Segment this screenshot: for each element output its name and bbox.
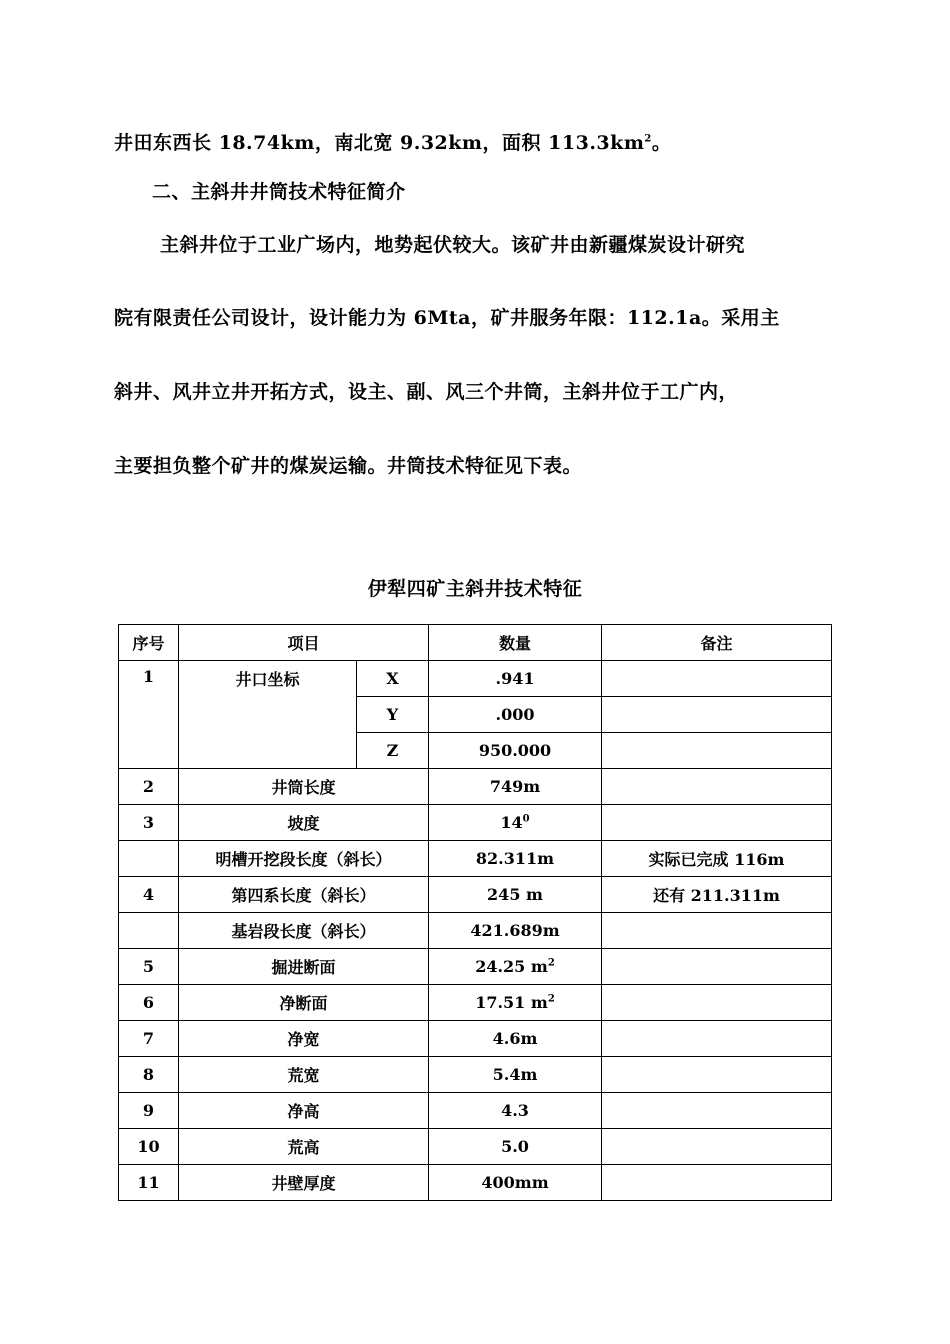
cell-qty: [429, 949, 602, 985]
cell-note: [602, 913, 832, 949]
header-item: 项目: [179, 625, 429, 661]
paragraph-line-3: 斜井、风井立井开拓方式，设主、副、风三个井筒，主斜井位于工广内，: [114, 381, 739, 403]
cell-qty: 4.3: [429, 1093, 602, 1129]
paragraph-line-2: 院有限责任公司设计，设计能力为 6Mta，矿井服务年限：112.1a。采用主: [114, 307, 780, 329]
cell-qty: 4.6m: [429, 1021, 602, 1057]
cell-item: 掘进断面: [179, 949, 429, 985]
cell-qty: [429, 805, 602, 841]
table-row: [119, 1129, 832, 1165]
cell-item: 荒宽: [179, 1057, 429, 1093]
cell-item: 井口坐标: [179, 661, 357, 769]
qty-superscript: 2: [547, 957, 555, 969]
cell-no: 4: [119, 877, 179, 913]
cell-no: 7: [119, 1021, 179, 1057]
cell-item: 井筒长度: [179, 769, 429, 805]
cell-item: 净宽: [179, 1021, 429, 1057]
qty-text: 24.25 m: [475, 957, 548, 976]
cell-no: 2: [119, 769, 179, 805]
cell-item: 净高: [179, 1093, 429, 1129]
table-row: [119, 1165, 832, 1201]
tech-spec-table: [118, 624, 832, 1201]
table-header-row: [119, 625, 832, 661]
table-row: [119, 1093, 832, 1129]
qty-text: 14: [500, 813, 523, 832]
cell-note: [602, 1093, 832, 1129]
qty-superscript: 2: [547, 993, 555, 1005]
cell-note: [602, 1165, 832, 1201]
paragraph-line-4: 主要担负整个矿井的煤炭运输。井筒技术特征见下表。: [114, 455, 583, 477]
cell-axis: X: [357, 661, 429, 697]
cell-no: [119, 913, 179, 949]
cell-no: 9: [119, 1093, 179, 1129]
table-row: [119, 661, 832, 697]
cell-qty: 82.311m: [429, 841, 602, 877]
cell-qty: .941: [429, 661, 602, 697]
header-note: 备注: [602, 625, 832, 661]
cell-note: [602, 1129, 832, 1165]
header-no: 序号: [119, 625, 179, 661]
cell-qty: 245 m: [429, 877, 602, 913]
cell-no: 8: [119, 1057, 179, 1093]
table-row: [119, 949, 832, 985]
table-row: [119, 985, 832, 1021]
header-qty: 数量: [429, 625, 602, 661]
cell-note: [602, 1021, 832, 1057]
table-row: [119, 1021, 832, 1057]
cell-qty: 749m: [429, 769, 602, 805]
table-row: [119, 877, 832, 913]
cell-note: [602, 661, 832, 697]
qty-text: 17.51 m: [475, 993, 548, 1012]
table-row: [119, 913, 832, 949]
paragraph-line-1: 主斜井位于工业广场内，地势起伏较大。该矿井由新疆煤炭设计研究: [160, 234, 746, 256]
cell-qty: 950.000: [429, 733, 602, 769]
cell-qty: 421.689m: [429, 913, 602, 949]
cell-note: [602, 985, 832, 1021]
cell-item: 净断面: [179, 985, 429, 1021]
cell-qty: .000: [429, 697, 602, 733]
cell-no: 5: [119, 949, 179, 985]
cell-note: 实际已完成 116m: [602, 841, 832, 877]
cell-no: [119, 841, 179, 877]
cell-qty: 400mm: [429, 1165, 602, 1201]
cell-no: 10: [119, 1129, 179, 1165]
cell-no: 6: [119, 985, 179, 1021]
cell-item: 基岩段长度（斜长）: [179, 913, 429, 949]
table-row: [119, 769, 832, 805]
cell-qty: 5.4m: [429, 1057, 602, 1093]
cell-note: [602, 949, 832, 985]
cell-axis: Y: [357, 697, 429, 733]
cell-note: [602, 805, 832, 841]
area-superscript: 2: [644, 133, 652, 145]
qty-superscript: 0: [522, 813, 530, 825]
cell-item: 井壁厚度: [179, 1165, 429, 1201]
cell-no: 11: [119, 1165, 179, 1201]
section-heading: 二、主斜井井筒技术特征简介: [152, 181, 406, 203]
area-text-end: 。: [651, 132, 672, 154]
cell-no: 1: [119, 661, 179, 769]
table-row: [119, 1057, 832, 1093]
cell-no: 3: [119, 805, 179, 841]
cell-item: 荒高: [179, 1129, 429, 1165]
cell-note: [602, 697, 832, 733]
cell-item: 坡度: [179, 805, 429, 841]
cell-note: [602, 769, 832, 805]
cell-note: [602, 1057, 832, 1093]
table-row: [119, 805, 832, 841]
cell-note: 还有 211.311m: [602, 877, 832, 913]
cell-item: 明槽开挖段长度（斜长）: [179, 841, 429, 877]
table-caption: 伊犁四矿主斜井技术特征: [367, 578, 583, 600]
area-text: 井田东西长 18.74km，南北宽 9.32km，面积 113.3km: [114, 132, 645, 154]
cell-item: 第四系长度（斜长）: [179, 877, 429, 913]
paragraph-line-area: [114, 128, 671, 155]
cell-qty: [429, 985, 602, 1021]
table-row: [119, 841, 832, 877]
cell-note: [602, 733, 832, 769]
cell-axis: Z: [357, 733, 429, 769]
cell-qty: 5.0: [429, 1129, 602, 1165]
